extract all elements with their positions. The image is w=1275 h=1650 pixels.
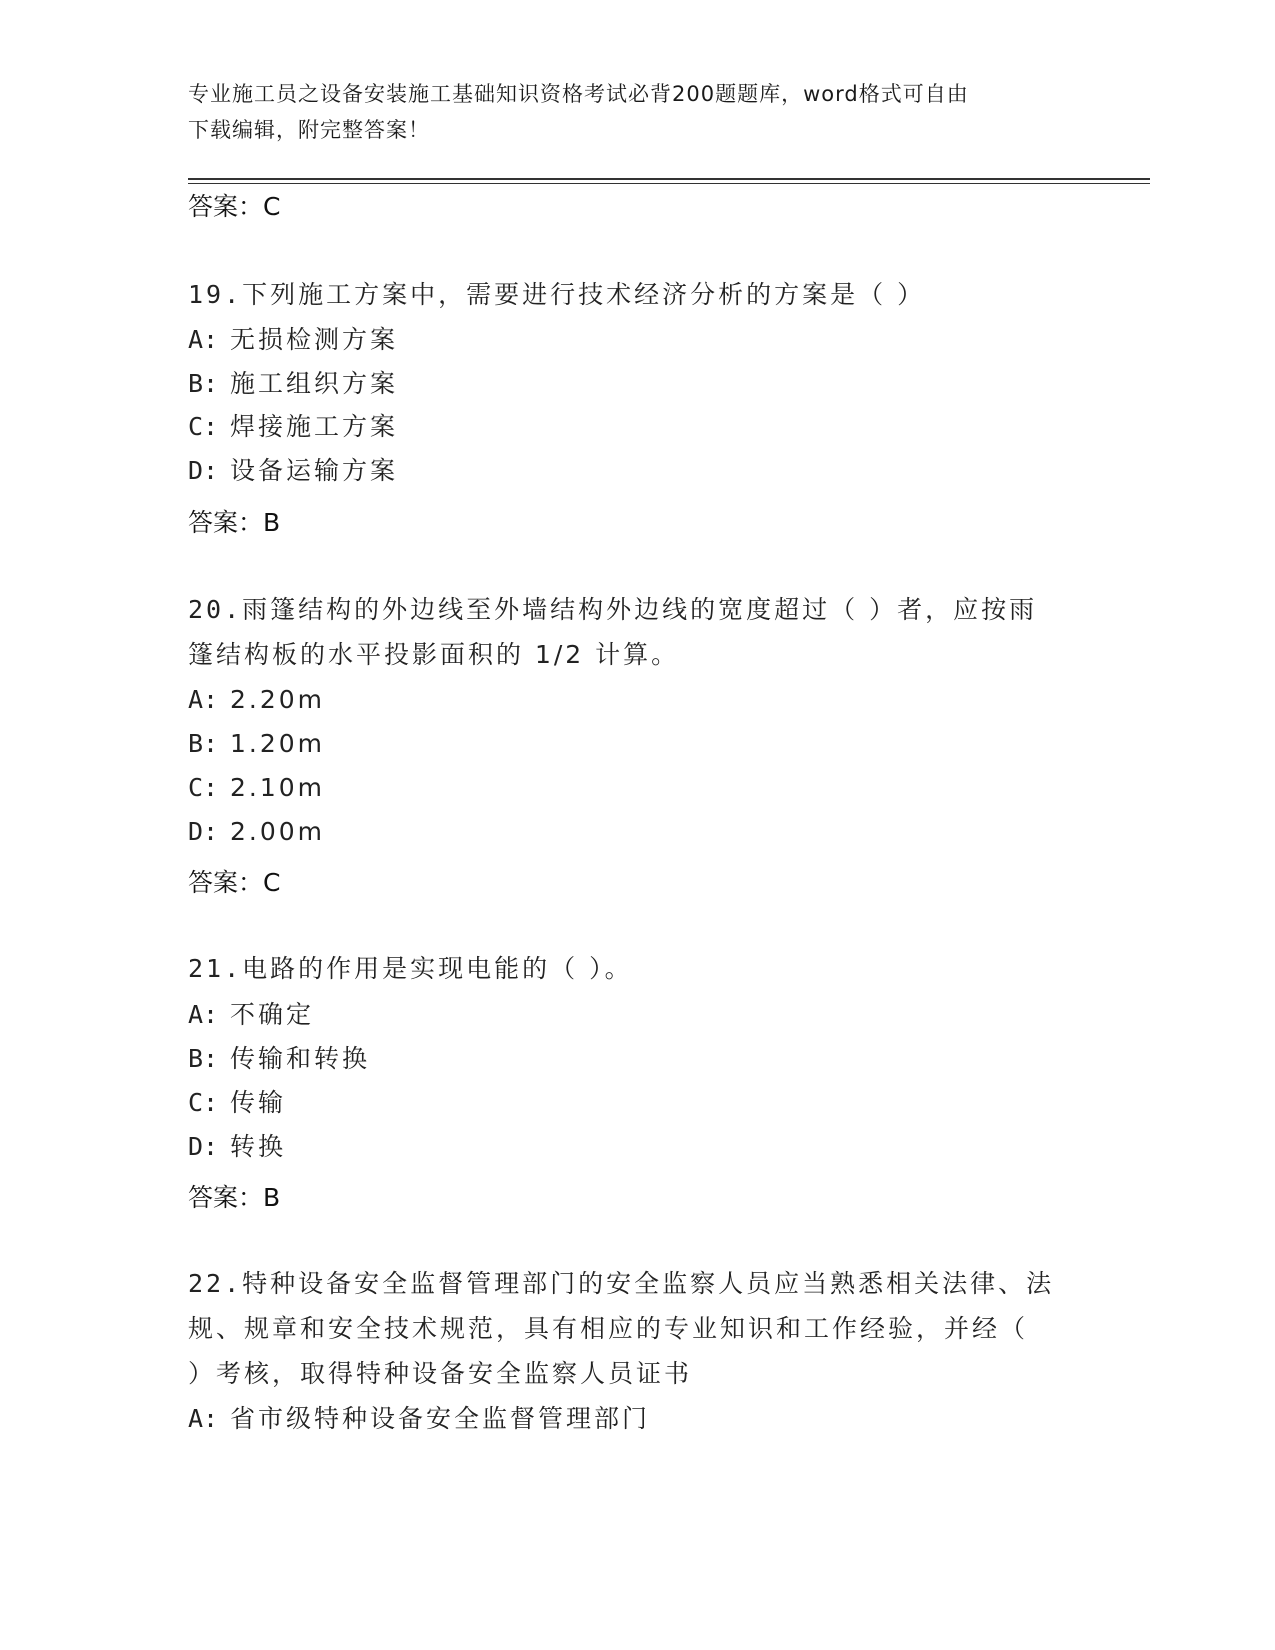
question-number: 20.	[188, 595, 243, 624]
option-c	[188, 1085, 1068, 1121]
option-text: 1.20m	[230, 729, 326, 758]
option-key: D:	[188, 1132, 219, 1161]
option-key: B:	[188, 369, 219, 398]
question-line	[188, 587, 1068, 632]
question-text: 特种设备安全监督管理部门的安全监察人员应当熟悉相关法律、法	[242, 1269, 1055, 1298]
question-number: 21.	[188, 954, 243, 983]
answer-20: 答案：C	[188, 868, 281, 897]
option-key: C:	[188, 1088, 219, 1117]
option-key: A:	[188, 1404, 219, 1433]
question-line	[188, 1261, 1068, 1306]
option-b	[188, 726, 1068, 762]
question-line: ）考核，取得特种设备安全监察人员证书	[188, 1359, 693, 1388]
option-key: A:	[188, 685, 219, 714]
option-key: A:	[188, 1000, 219, 1029]
option-text: 不确定	[230, 1000, 315, 1029]
option-d	[188, 1129, 1068, 1165]
option-text: 焊接施工方案	[230, 412, 399, 441]
option-d	[188, 453, 1068, 489]
option-key: D:	[188, 817, 219, 846]
question-20	[188, 587, 1068, 677]
question-21	[188, 946, 1068, 991]
option-c	[188, 770, 1068, 806]
header-line-2: 下载编辑，附完整答案！	[188, 118, 430, 142]
option-text: 设备运输方案	[230, 456, 399, 485]
option-text: 省市级特种设备安全监督管理部门	[230, 1404, 651, 1433]
option-c	[188, 409, 1068, 445]
option-text: 无损检测方案	[230, 325, 399, 354]
question-line: 篷结构板的水平投影面积的 1/2 计算。	[188, 640, 680, 669]
document-header	[188, 76, 1068, 148]
question-number: 19.	[188, 280, 243, 309]
option-key: D:	[188, 456, 219, 485]
option-key: C:	[188, 773, 219, 802]
option-key: A:	[188, 325, 219, 354]
option-a	[188, 997, 1068, 1033]
question-19	[188, 272, 1068, 317]
answer-previous: 答案：C	[188, 192, 281, 221]
option-key: B:	[188, 1044, 219, 1073]
header-divider-thick	[188, 178, 1150, 180]
option-text: 传输	[230, 1088, 287, 1117]
answer-19: 答案：B	[188, 508, 281, 537]
question-text: 雨篷结构的外边线至外墙结构外边线的宽度超过（ ）者，应按雨	[242, 595, 1038, 624]
option-text: 传输和转换	[230, 1044, 371, 1073]
option-text: 2.20m	[230, 685, 326, 714]
header-line-1: 专业施工员之设备安装施工基础知识资格考试必背200题题库，word格式可自由	[188, 82, 969, 106]
question-text: 下列施工方案中，需要进行技术经济分析的方案是（ ）	[242, 280, 926, 309]
option-key: B:	[188, 729, 219, 758]
option-text: 转换	[230, 1132, 287, 1161]
option-a	[188, 1401, 1068, 1437]
question-22	[188, 1261, 1068, 1396]
option-text: 施工组织方案	[230, 369, 399, 398]
option-text: 2.10m	[230, 773, 326, 802]
option-key: C:	[188, 412, 219, 441]
question-text: 电路的作用是实现电能的（ ）。	[242, 954, 633, 983]
answer-21: 答案：B	[188, 1183, 281, 1212]
question-number: 22.	[188, 1269, 243, 1298]
option-a	[188, 322, 1068, 358]
header-divider-thin	[188, 183, 1150, 184]
option-a	[188, 682, 1068, 718]
option-b	[188, 366, 1068, 402]
question-line	[188, 946, 1068, 991]
question-line	[188, 272, 1068, 317]
question-line: 规、规章和安全技术规范，具有相应的专业知识和工作经验，并经（	[188, 1314, 1029, 1343]
option-d	[188, 814, 1068, 850]
option-b	[188, 1041, 1068, 1077]
option-text: 2.00m	[230, 817, 326, 846]
